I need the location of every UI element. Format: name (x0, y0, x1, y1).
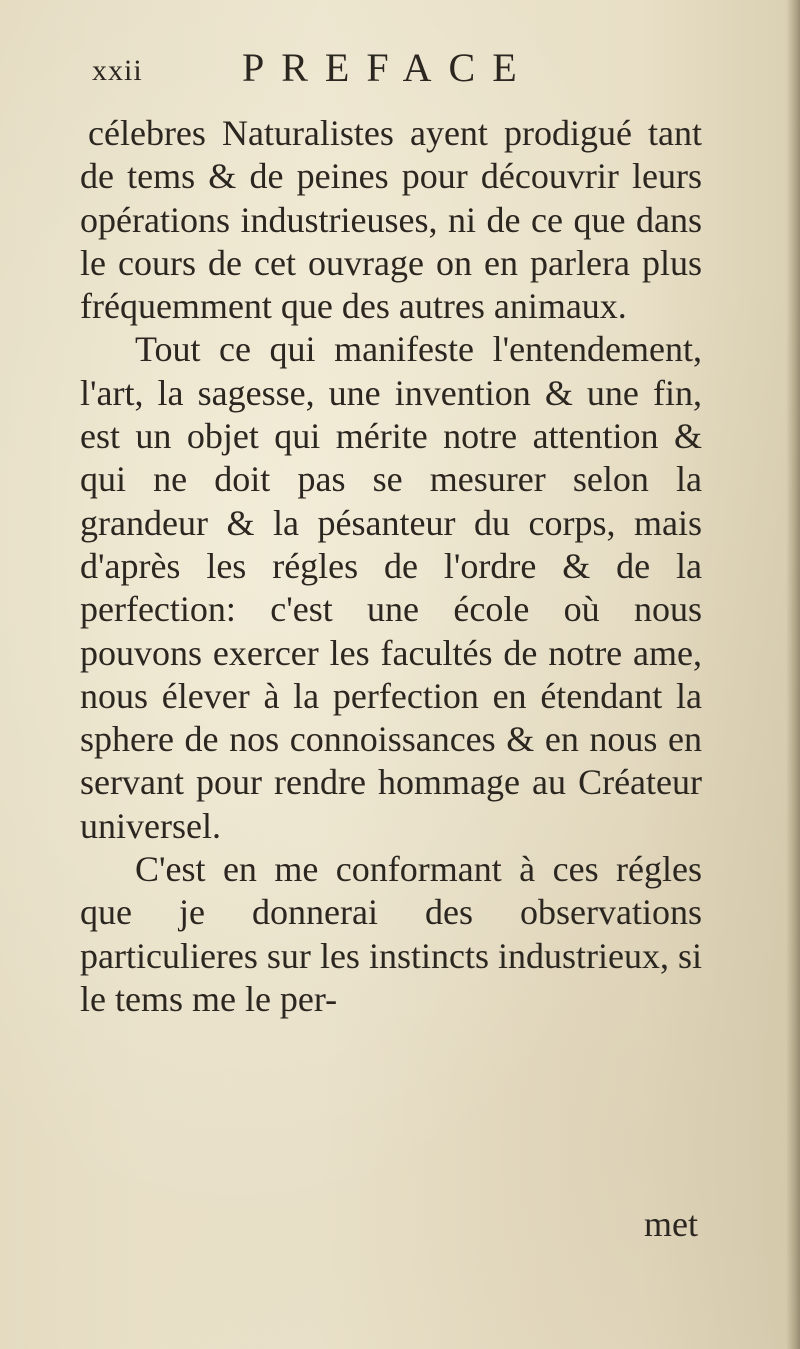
body-text (80, 112, 702, 1021)
running-title: PREFACE (242, 45, 534, 90)
paragraph-2: Tout ce qui manifeste l'entendement, l'art, la sagesse, une invention & une fin, est un objet qui mérite notre attention & qui ne doit pas se mesurer selon la grandeur & la pésanteur du corps, mais d'après les régles de l'ordre & de la perfection: c'est une école où nous pouvons exercer les facultés de notre ame, nous élever à la perfection en étendant la sphere de nos connoissances & en nous en servant pour rendre hommage au Créateur universel. (80, 329, 702, 846)
catchword: met (644, 1204, 698, 1244)
paragraph-1: célebres Naturalistes ayent prodigué tant de tems & de peines pour découvrir leurs opérations industrieuses, ni de ce que dans le cours de cet ouvrage on en parlera plus fréquemment que des autres animaux. (80, 113, 702, 327)
running-head (92, 44, 692, 94)
page-edge-shadow (786, 0, 800, 1349)
paragraph-3: C'est en me conformant à ces régles que je donnerai des observations particulieres sur les instincts industrieux, si le tems me le per- (80, 849, 702, 1019)
page-number: xxii (92, 54, 143, 87)
